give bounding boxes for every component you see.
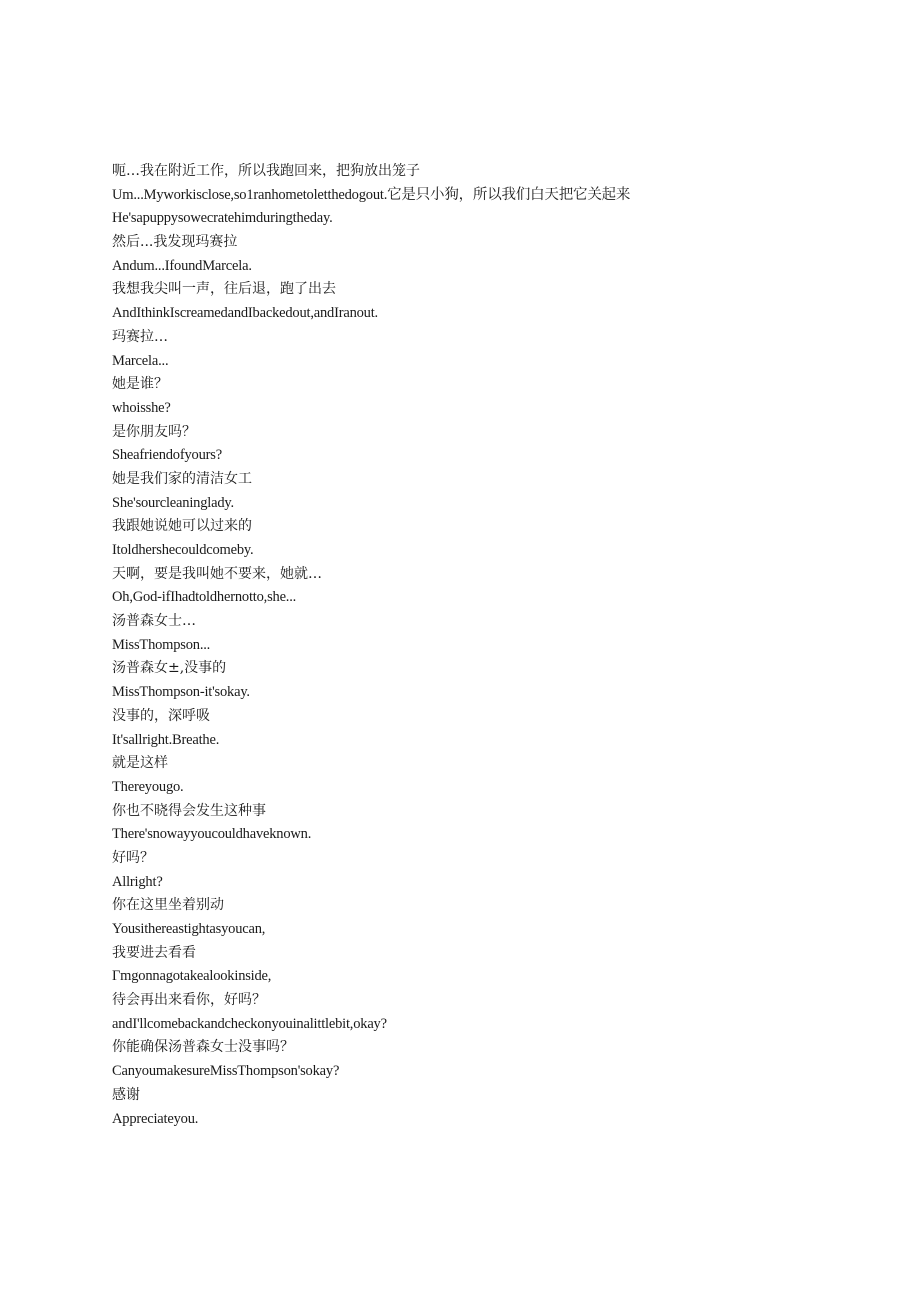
transcript-line-english: andI'llcomebackandcheckonyouinalittlebit,okay? bbox=[112, 1015, 387, 1032]
transcript-line-chinese: 天啊，要是我叫她不要来，她就… bbox=[112, 565, 322, 582]
transcript-line-chinese: 我想我尖叫一声，往后退，跑了出去 bbox=[112, 281, 336, 298]
transcript-line-chinese: 待会再出来看你，好吗？ bbox=[112, 992, 266, 1009]
transcript-line-english: Appreciateyou. bbox=[112, 1110, 199, 1127]
transcript-line-chinese: 呃…我在附近工作，所以我跑回来，把狗放出笼子 bbox=[112, 163, 420, 179]
transcript-line-english: Γmgonnagotakealookinside, bbox=[112, 968, 272, 985]
transcript-line-chinese: 我跟她说她可以过来的 bbox=[112, 518, 252, 535]
transcript-line-chinese: 我要进去看看 bbox=[112, 944, 196, 961]
transcript-line-english: CanyoumakesureMissThompson'sokay? bbox=[112, 1063, 340, 1080]
transcript-line-chinese: 感谢 bbox=[112, 1086, 140, 1103]
transcript-line-english: He'sapuppysowecratehimduringtheday. bbox=[112, 210, 333, 227]
transcript-line-chinese: 你在这里坐着别动 bbox=[112, 897, 224, 914]
transcript-line-english: AndIthinkIscreamedandIbackedout,andIranout. bbox=[112, 305, 378, 322]
transcript-line-english: MissThompson... bbox=[112, 636, 211, 653]
transcript-line-english: Andum...IfoundMarcela. bbox=[112, 257, 252, 274]
transcript-line-chinese: 好吗？ bbox=[112, 849, 154, 866]
transcript-line-chinese: 然后...我发现玛赛拉 bbox=[112, 234, 238, 251]
transcript-line-english: There'snowayyoucouldhaveknown. bbox=[112, 826, 312, 843]
transcript-line-english: Oh,God-ifIhadtoldhernotto,she... bbox=[112, 589, 297, 606]
transcript-line-english: She'sourcleaninglady. bbox=[112, 494, 234, 511]
transcript-line-chinese: 是你朋友吗？ bbox=[112, 423, 196, 440]
transcript-line-english: Thereyougo. bbox=[112, 778, 184, 795]
transcript-line-english: Itoldhershecouldcomeby. bbox=[112, 542, 254, 558]
transcript-line-chinese: 玛赛拉… bbox=[112, 328, 168, 345]
transcript-line-chinese: 汤普森女±,没事的 bbox=[112, 660, 227, 677]
transcript-line-chinese: 你也不晓得会发生这种事 bbox=[112, 802, 266, 819]
transcript-line-english: It'sallright.Breathe. bbox=[112, 731, 220, 748]
transcript-line-chinese: 汤普森女士… bbox=[112, 613, 196, 630]
transcript-line-chinese: 她是我们家的清洁女工 bbox=[112, 470, 252, 487]
transcript-line-chinese: 她是谁？ bbox=[112, 376, 168, 393]
transcript-line-english: Allright? bbox=[112, 873, 163, 890]
transcript-line-english: Marcela... bbox=[112, 352, 169, 369]
transcript-line-english: Um...Myworkisclose,so1ranhometoletthedogout.它是只小狗，所以我们白天把它关起来 bbox=[112, 186, 631, 203]
transcript-line-chinese: 没事的，深呼吸 bbox=[112, 707, 210, 724]
transcript-line-chinese: 你能确保汤普森女士没事吗？ bbox=[112, 1039, 294, 1056]
transcript-line-chinese: 就是这样 bbox=[112, 755, 168, 772]
transcript-line-english: Sheafriendofyours? bbox=[112, 447, 222, 464]
transcript-line-english: MissThompson-it'sokay. bbox=[112, 684, 250, 701]
transcript-line-english: whoisshe? bbox=[112, 399, 171, 416]
transcript-lines bbox=[112, 160, 812, 1131]
transcript-line-english: Yousithereastightasyoucan, bbox=[112, 921, 266, 937]
